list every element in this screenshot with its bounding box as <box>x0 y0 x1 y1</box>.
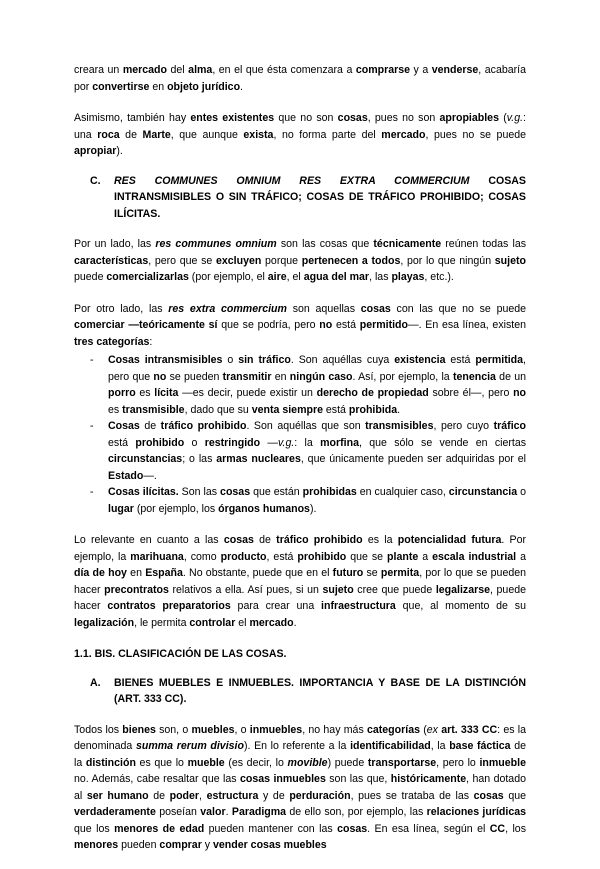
text-run: roca <box>97 128 120 141</box>
text-run: , por lo que se pueden hacer <box>74 567 527 596</box>
text-run: res extra commercium <box>168 302 287 315</box>
paragraph <box>74 62 526 95</box>
text-run: son, o <box>155 723 192 736</box>
text-run: tráfico <box>493 420 527 432</box>
text-run: . No obstante, puede que en el <box>182 567 333 579</box>
text-run: sujeto <box>494 254 526 267</box>
text-run: : la <box>294 436 321 449</box>
text-run: pertenecen a todos <box>301 254 401 267</box>
paragraph <box>74 301 526 351</box>
text-run: cosas <box>337 112 368 124</box>
text-run: ningún caso <box>289 370 353 383</box>
text-run: de <box>119 128 143 141</box>
list-item <box>74 484 526 517</box>
text-run: contratos preparatorios <box>107 600 231 612</box>
text-run: , está <box>266 550 298 563</box>
text-run: summa rerum divisio <box>135 740 244 752</box>
text-run: — <box>260 436 278 449</box>
text-run: bienes <box>122 723 156 736</box>
text-run: : una <box>74 112 526 141</box>
text-run: : es la denominada <box>74 723 526 752</box>
text-run: prohibida <box>348 403 398 416</box>
text-run: y a <box>410 64 432 76</box>
text-run: infraestructura <box>321 600 396 612</box>
text-run: escala industrial <box>432 550 517 563</box>
category-list <box>74 352 526 517</box>
text-run: prohibido <box>135 436 185 449</box>
text-run: se <box>363 567 381 579</box>
text-run: comercializarlas <box>106 271 189 283</box>
text-run: agua del mar <box>303 271 370 283</box>
text-run: identificabilidad <box>350 740 431 752</box>
text-run: precontratos <box>104 583 169 596</box>
text-run: o <box>517 486 526 498</box>
text-run: día de hoy <box>74 567 127 579</box>
text-run: el <box>235 616 250 629</box>
text-run: poder <box>169 789 200 802</box>
text-run: sujeto <box>322 583 354 596</box>
text-run: se pueden <box>166 370 223 383</box>
text-run: transportarse <box>367 756 437 769</box>
text-run: en <box>271 370 290 383</box>
text-run: , pero que <box>108 354 526 383</box>
text-run: ) puede <box>327 756 368 769</box>
text-run: , los <box>505 822 526 835</box>
text-run: de <box>253 534 277 546</box>
text-run: Lo relevante en cuanto a las <box>74 534 224 546</box>
text-run: cree que puede <box>353 583 436 596</box>
text-run: porro <box>108 387 136 399</box>
text-run: categorías <box>366 723 420 736</box>
text-run: de un <box>495 370 527 383</box>
text-run: ; o las <box>182 453 217 465</box>
text-run: tres categorías <box>74 335 150 348</box>
text-run: apropiar <box>74 145 117 157</box>
text-run: transmitir <box>222 370 272 383</box>
text-run: cosas <box>223 534 254 546</box>
text-run: . <box>225 806 232 818</box>
text-run: no <box>513 387 527 399</box>
text-run: , pero cuyo <box>433 420 494 432</box>
text-run: , no hay más <box>302 723 367 736</box>
text-run: características <box>74 254 149 267</box>
text-run: , pues se trataba de las <box>350 789 474 802</box>
text-run: producto <box>220 550 267 563</box>
text-run: transmisibles <box>365 420 434 432</box>
text-run: está <box>322 403 349 416</box>
heading-text <box>114 675 526 708</box>
text-run: vender cosas muebles <box>213 839 327 851</box>
text-run: mercado <box>249 616 294 629</box>
text-run: , pues no son <box>367 112 440 124</box>
text-run: aire <box>267 271 287 283</box>
text-run: convertirse <box>92 80 150 93</box>
text-run: Todos los <box>74 723 123 736</box>
text-run: lícita <box>154 387 179 399</box>
text-run: plante <box>387 550 419 563</box>
text-run: Asimismo, también hay <box>74 112 191 124</box>
text-run: . Por ejemplo, la <box>74 534 527 563</box>
section-heading: 1.1. BIS. CLASIFICACIÓN DE LAS COSAS. <box>74 648 287 660</box>
text-run: armas nucleares <box>216 453 301 465</box>
text-run: de la <box>74 740 527 769</box>
text-run: valor <box>200 806 226 818</box>
text-run: a <box>516 550 526 563</box>
text-run: que los <box>74 822 115 835</box>
list-item <box>74 352 526 418</box>
text-run: , le permita <box>134 616 190 629</box>
text-run: marihuana <box>130 550 184 563</box>
text-run: inmueble <box>479 756 526 769</box>
text-run: Cosas <box>108 420 140 432</box>
text-run: tráfico prohibido <box>160 420 247 432</box>
text-run: está <box>332 319 360 331</box>
text-run: técnicamente <box>373 238 442 250</box>
text-run: permitida <box>475 354 524 366</box>
text-run: , puede hacer <box>74 583 526 612</box>
text-run: verdaderamente <box>74 806 156 818</box>
text-run: comerciar —teóricamente sí <box>74 319 218 331</box>
text-run: venta siempre <box>251 403 323 416</box>
text-run: para crear una <box>230 600 322 612</box>
text-run: relaciones jurídicas <box>426 806 526 818</box>
text-run: comprarse <box>355 64 411 76</box>
text-run: son las cosas que <box>276 238 374 250</box>
text-run: exista <box>243 128 274 141</box>
text-run: que se podría, pero <box>217 319 320 331</box>
text-run: tenencia <box>452 370 496 383</box>
text-run: menores <box>74 839 119 851</box>
text-run: . <box>240 80 243 93</box>
text-run: o <box>184 436 205 449</box>
text-run: controlar <box>189 616 236 629</box>
text-run: , que sólo se vende en ciertas <box>359 436 527 449</box>
text-run: ( <box>498 112 507 124</box>
text-run: , o <box>234 723 250 736</box>
list-item-text <box>108 418 526 484</box>
text-run: cosas <box>337 822 368 835</box>
text-run: es <box>108 403 123 416</box>
text-run: perduración <box>289 789 351 802</box>
text-run: órganos humanos <box>218 502 310 515</box>
list-item-text <box>108 484 526 517</box>
text-run: v.g. <box>506 112 524 124</box>
list-item-text <box>108 352 526 418</box>
text-run: , el <box>286 271 304 283</box>
text-run: legalizarse <box>435 583 490 596</box>
text-run: de <box>148 789 170 802</box>
text-run: comprar <box>159 839 202 851</box>
text-run: , la <box>430 740 450 752</box>
text-run: . Son aquéllas que son <box>246 420 366 432</box>
text-run: entes existentes <box>190 112 275 124</box>
list-dash: - <box>90 486 94 498</box>
text-run: , dado que su <box>184 403 252 416</box>
text-run: prohibido <box>297 550 347 563</box>
text-run: no <box>319 319 333 331</box>
text-run: . <box>293 616 297 629</box>
text-run: a <box>418 550 433 563</box>
text-run: en cualquier caso, <box>356 486 449 498</box>
text-run: sin tráfico <box>238 354 291 366</box>
list-dash: - <box>90 354 94 366</box>
text-run: —. <box>143 469 157 482</box>
text-run: Cosas intransmisibles <box>108 354 223 366</box>
text-run: objeto jurídico <box>167 80 241 93</box>
text-run: mercado <box>122 64 168 76</box>
text-run: , que aunque <box>170 128 244 141</box>
text-run: ). En lo referente a la <box>243 740 351 752</box>
text-run: (por ejemplo, el <box>188 271 268 283</box>
text-run: muebles <box>191 723 235 736</box>
heading-letter: C. <box>90 174 101 187</box>
heading-letter: A. <box>90 676 101 689</box>
text-run: COSAS INTRANSMISIBLES O SIN TRÁFICO; COSAS DE TRÁFICO PROHIBIDO; COSAS ILÍCITAS. <box>114 174 526 220</box>
text-run: derecho de propiedad <box>316 387 429 399</box>
text-run: no <box>153 370 167 383</box>
text-run: que están <box>250 486 303 498</box>
text-run: cosas <box>220 486 251 498</box>
paragraph <box>74 722 526 854</box>
text-run: legalización <box>74 616 135 629</box>
text-run: en <box>126 567 146 579</box>
text-run: —. En esa línea, existen <box>407 319 526 331</box>
text-run: restringido <box>204 436 261 449</box>
text-run: permitido <box>359 319 408 331</box>
text-run: RES COMMUNES OMNIUM RES EXTRA COMMERCIUM <box>114 174 470 187</box>
text-run: . <box>397 403 401 416</box>
text-run: ser humano <box>86 789 149 802</box>
text-run: , pues no se puede <box>425 128 527 141</box>
text-run: distinción <box>85 756 136 769</box>
text-run: —es decir, puede existir un <box>178 387 317 399</box>
text-run: movible <box>287 756 328 769</box>
text-run: Son las <box>178 486 221 498</box>
text-run: tráfico prohibido <box>276 534 363 546</box>
text-run: y de <box>258 789 290 802</box>
text-run: , en el que ésta comenzara a <box>212 64 356 76</box>
text-run: ex <box>426 723 438 736</box>
text-run: estructura <box>206 789 259 802</box>
text-run: que se <box>346 550 388 563</box>
text-run: poseían <box>155 806 201 818</box>
list-item <box>74 418 526 484</box>
text-run: , que únicamente pueden ser adquiridas por el <box>300 453 526 465</box>
text-run: alma <box>188 64 213 76</box>
text-run: pueden <box>118 839 160 851</box>
text-run: reúnen todas las <box>441 238 527 250</box>
text-run: que <box>503 789 526 802</box>
heading-text <box>114 173 526 223</box>
text-run: morfina <box>320 436 359 449</box>
text-run: venderse <box>431 64 479 76</box>
text-run: apropiables <box>439 112 499 124</box>
text-run: Paradigma <box>231 806 287 818</box>
text-run: art. 333 CC <box>441 723 498 736</box>
text-run: son aquellas <box>286 302 361 315</box>
text-run: no. Además, cabe resaltar que las <box>74 773 240 785</box>
text-run: Por un lado, las <box>74 238 156 250</box>
text-run: es que lo <box>135 756 188 769</box>
text-run: está <box>108 436 136 449</box>
text-run: . Así, por ejemplo, la <box>352 370 453 383</box>
document-body <box>74 62 526 869</box>
text-run: sobre él—, pero <box>428 387 514 399</box>
text-run: : <box>149 335 153 348</box>
text-run: , por lo que ningún <box>400 254 495 267</box>
text-run: del <box>167 64 189 76</box>
text-run: circunstancias <box>108 453 183 465</box>
text-run: está <box>445 354 476 366</box>
text-run: futuro <box>332 567 364 579</box>
text-run: inmuebles <box>249 723 303 736</box>
heading-a <box>74 675 526 708</box>
text-run: (es decir, lo <box>224 756 288 769</box>
text-run: y <box>201 839 213 851</box>
text-run: , las <box>369 271 392 283</box>
paragraph <box>74 532 526 631</box>
text-run: permita <box>380 567 420 579</box>
text-run: prohibidas <box>302 486 357 498</box>
text-run: lugar <box>108 502 134 515</box>
heading-c <box>74 173 526 223</box>
text-run: res communes omnium <box>155 238 277 250</box>
text-run: es la <box>362 534 398 546</box>
text-run: , acabaría por <box>74 64 526 93</box>
text-run: con las que no se puede <box>390 302 527 315</box>
text-run: porque <box>261 254 302 267</box>
text-run: ( <box>419 723 427 736</box>
text-run: cosas <box>473 789 504 802</box>
text-run: históricamente <box>390 773 467 785</box>
text-run: o <box>222 354 239 366</box>
text-run: playas <box>391 271 425 283</box>
text-run: creara un <box>74 64 123 76</box>
text-run: menores de edad <box>114 822 205 835</box>
list-dash: - <box>90 420 94 432</box>
text-run: circunstancia <box>448 486 518 498</box>
text-run: (por ejemplo, los <box>133 502 219 515</box>
text-run: puede <box>74 271 107 283</box>
text-run: pueden mantener con las <box>204 822 338 835</box>
text-run: . Son aquéllas cuya <box>290 354 395 366</box>
text-run: cosas inmuebles <box>239 773 326 785</box>
text-run: potencialidad futura <box>397 534 502 546</box>
text-run: , pero que se <box>148 254 216 267</box>
text-run: excluyen <box>215 254 262 267</box>
text-run: transmisible <box>122 403 185 416</box>
text-run: Cosas ilícitas. <box>108 486 179 498</box>
text-run: ). <box>309 502 317 515</box>
text-run: base fáctica <box>449 740 511 752</box>
text-run: . En esa línea, según el <box>367 822 490 835</box>
text-run: , pero lo <box>436 756 480 769</box>
text-run: , <box>199 789 207 802</box>
paragraph <box>74 236 526 286</box>
text-run: son las que, <box>325 773 391 785</box>
text-run: mueble <box>187 756 225 769</box>
text-run: existencia <box>394 354 446 366</box>
text-run: , han dotado al <box>74 773 526 802</box>
text-run: en <box>149 80 168 93</box>
text-run: mercado <box>381 128 426 141</box>
text-run: que, al momento de su <box>395 600 526 612</box>
text-run: que no son <box>274 112 338 124</box>
text-run: Marte <box>142 128 171 141</box>
text-run: CC <box>489 822 506 835</box>
text-run: relativos a ella. Así pues, si un <box>168 583 323 596</box>
text-run: Por otro lado, las <box>74 302 169 315</box>
text-run: Estado <box>108 469 144 482</box>
text-run: ). <box>116 145 123 157</box>
text-run: , no forma parte del <box>273 128 382 141</box>
text-run: v.g. <box>278 436 295 449</box>
text-run: es <box>135 387 155 399</box>
text-run: cosas <box>360 302 391 315</box>
text-run: , etc.). <box>424 271 454 283</box>
text-run: de <box>139 420 161 432</box>
text-run: España <box>145 567 183 579</box>
paragraph <box>74 110 526 160</box>
text-run: , como <box>183 550 221 563</box>
text-run: de ello son, por ejemplo, las <box>286 806 427 818</box>
text-run: BIENES MUEBLES E INMUEBLES. IMPORTANCIA Y BASE DE LA DISTINCIÓN (ART. 333 CC). <box>114 676 526 705</box>
